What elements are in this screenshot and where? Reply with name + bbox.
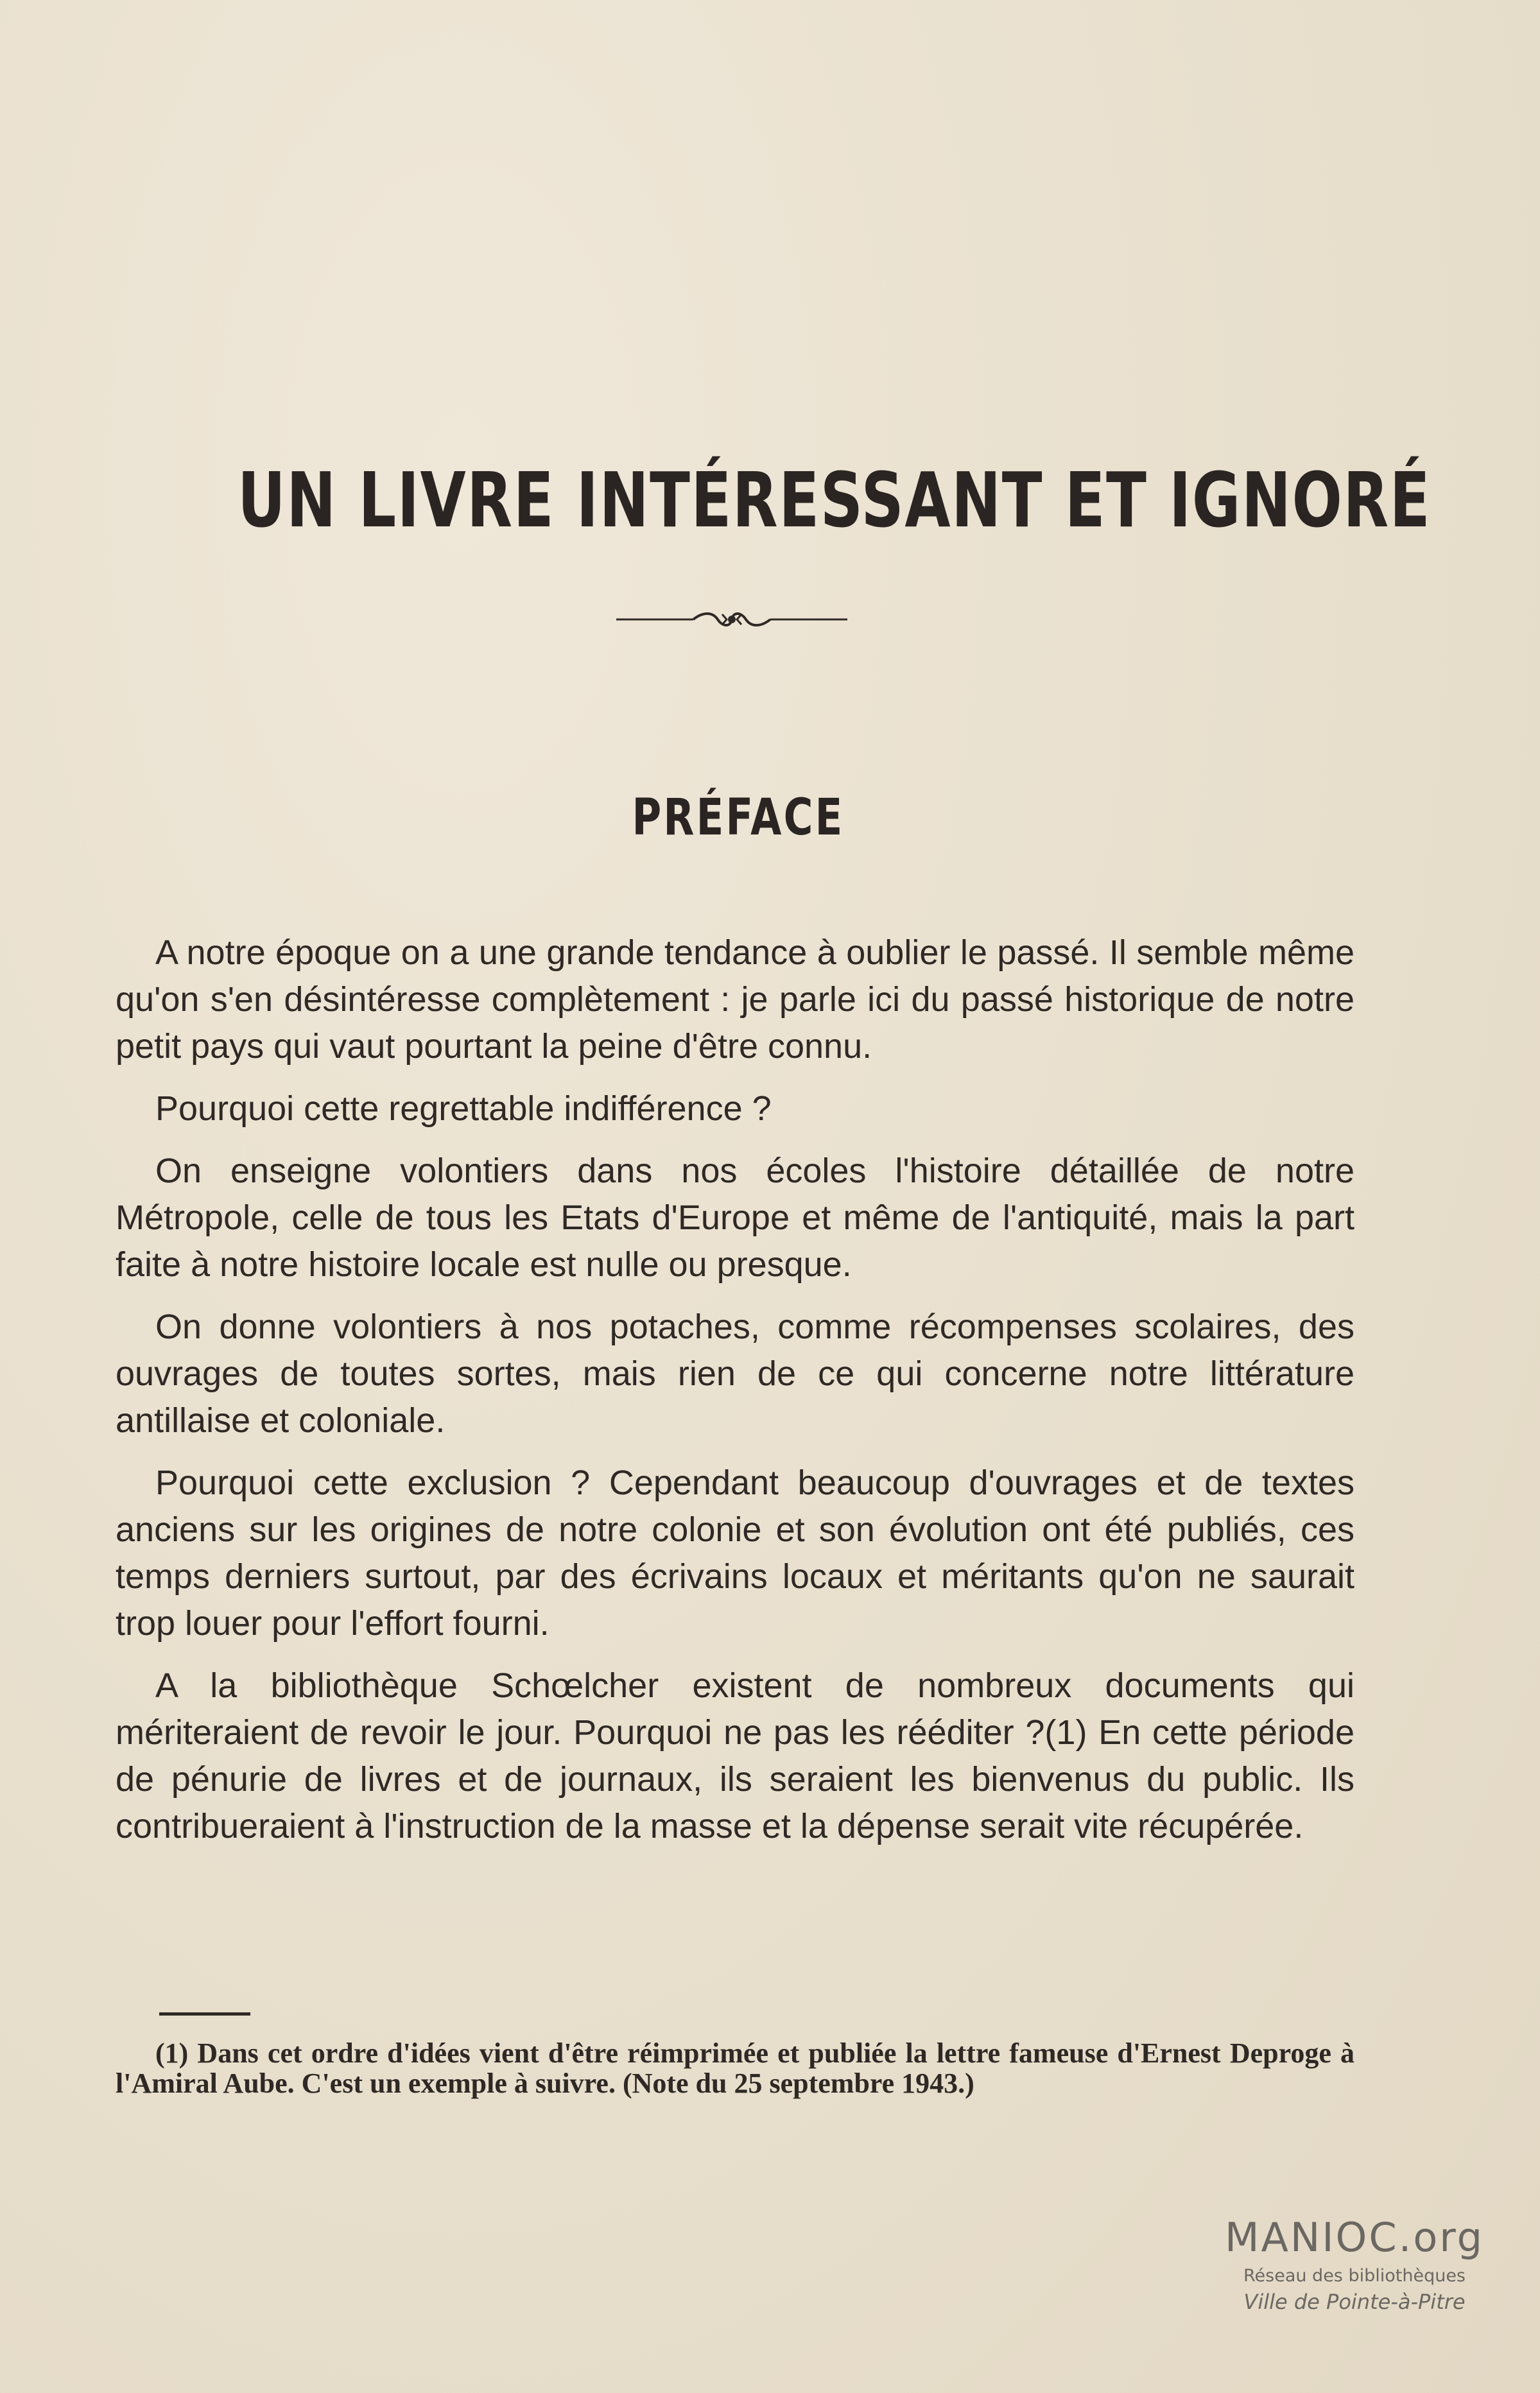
paragraph: Pourquoi cette exclusion ? Cependant beaucoup d'ouvrages et de textes anciens sur les origines de notre colonie et son évolution ont été publiés, ces temps derniers surtout, par des écrivains locaux et méritants qu'on ne saurait trop louer pour l'effort fourni. — [116, 1464, 1354, 1643]
paragraph: On enseigne volontiers dans nos écoles l'histoire détaillée de notre Métropole, celle de tous les Etats d'Europe et même de l'antiquité, mais la part faite à notre histoire locale est nulle ou presque. — [116, 1152, 1354, 1284]
watermark-logo: MANIOC.org — [1224, 2214, 1485, 2261]
ornament-divider-icon — [616, 607, 847, 632]
watermark-city-label: Ville de Pointe-à-Pitre — [1243, 2289, 1466, 2314]
body-text — [116, 929, 1354, 1865]
footnote: (1) Dans cet ordre d'idées vient d'être réimprimée et publiée la lettre fameuse d'Ernest Deproge à l'Amiral Aube. C'est un exemple à suivre. (Note du 25 septembre 1943.) — [116, 2037, 1354, 2099]
paragraph: A la bibliothèque Schœlcher existent de nombreux documents qui mériteraient de revoir le jour. Pourquoi ne pas les rééditer ?(1) En cette période de pénurie de livres et de journaux, ils seraient les bienvenus du public. Ils contribueraient à l'instruction de la masse et la dépense serait vite récupérée. — [116, 1666, 1354, 1845]
watermark — [1200, 2214, 1509, 2314]
paragraph: Pourquoi cette regrettable indifférence ? — [155, 1089, 772, 1128]
page-title: UN LIVRE INTÉRESSANT ET IGNORÉ — [238, 456, 1432, 544]
section-title: PRÉFACE — [632, 789, 845, 847]
paragraph: A notre époque on a une grande tendance à oublier le passé. Il semble même qu'on s'en désintéresse complètement : je parle ici du passé historique de notre petit pays qui vaut pourtant la peine d'être connu. — [116, 933, 1354, 1066]
paragraph: On donne volontiers à nos potaches, comme récompenses scolaires, des ouvrages de toutes sortes, mais rien de ce qui concerne notre littérature antillaise et coloniale. — [116, 1308, 1354, 1440]
footnote-divider — [159, 2012, 250, 2016]
watermark-network-label: Réseau des bibliothèques — [1243, 2266, 1466, 2286]
